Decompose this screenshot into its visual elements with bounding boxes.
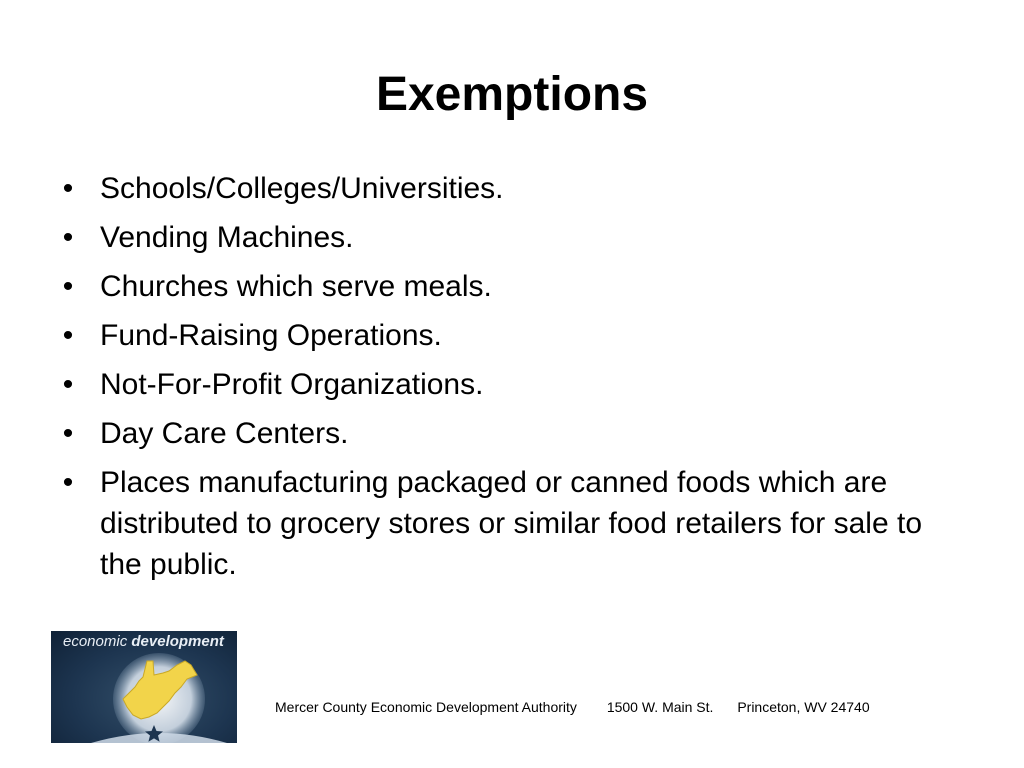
logo-text bbox=[63, 633, 224, 651]
economic-development-logo bbox=[51, 631, 237, 743]
list-item bbox=[58, 217, 958, 258]
list-item bbox=[58, 413, 958, 454]
logo-word-development: development bbox=[131, 633, 224, 650]
bullet-text: Vending Machines. bbox=[100, 221, 354, 254]
bullet-text: Day Care Centers. bbox=[100, 417, 349, 450]
bullet-text: Churches which serve meals. bbox=[100, 270, 492, 303]
list-item bbox=[58, 462, 958, 585]
bullet-icon: • bbox=[62, 270, 74, 303]
bullet-text: Schools/Colleges/Universities. bbox=[100, 172, 504, 205]
bullet-text: Fund-Raising Operations. bbox=[100, 319, 442, 352]
footer-address: 1500 W. Main St. bbox=[606, 699, 714, 715]
bullet-list bbox=[58, 168, 958, 593]
list-item bbox=[58, 364, 958, 405]
bullet-icon: • bbox=[62, 221, 74, 254]
bullet-icon: • bbox=[62, 319, 74, 352]
footer-city: Princeton, WV 24740 bbox=[737, 699, 870, 715]
slide-title: Exemptions bbox=[375, 68, 649, 121]
footer-organization: Mercer County Economic Development Authority bbox=[275, 699, 577, 715]
bullet-text: Places manufacturing packaged or canned foods which are distributed to grocery stores or similar food retailers for sale to the public. bbox=[100, 466, 922, 581]
bullet-icon: • bbox=[62, 417, 74, 450]
bullet-icon: • bbox=[62, 368, 74, 401]
logo-word-economic: economic bbox=[63, 633, 128, 650]
bullet-icon: • bbox=[62, 466, 74, 499]
list-item bbox=[58, 168, 958, 209]
bullet-text: Not-For-Profit Organizations. bbox=[100, 368, 484, 401]
bullet-icon: • bbox=[62, 172, 74, 205]
footer bbox=[275, 698, 870, 716]
list-item bbox=[58, 266, 958, 307]
list-item bbox=[58, 315, 958, 356]
